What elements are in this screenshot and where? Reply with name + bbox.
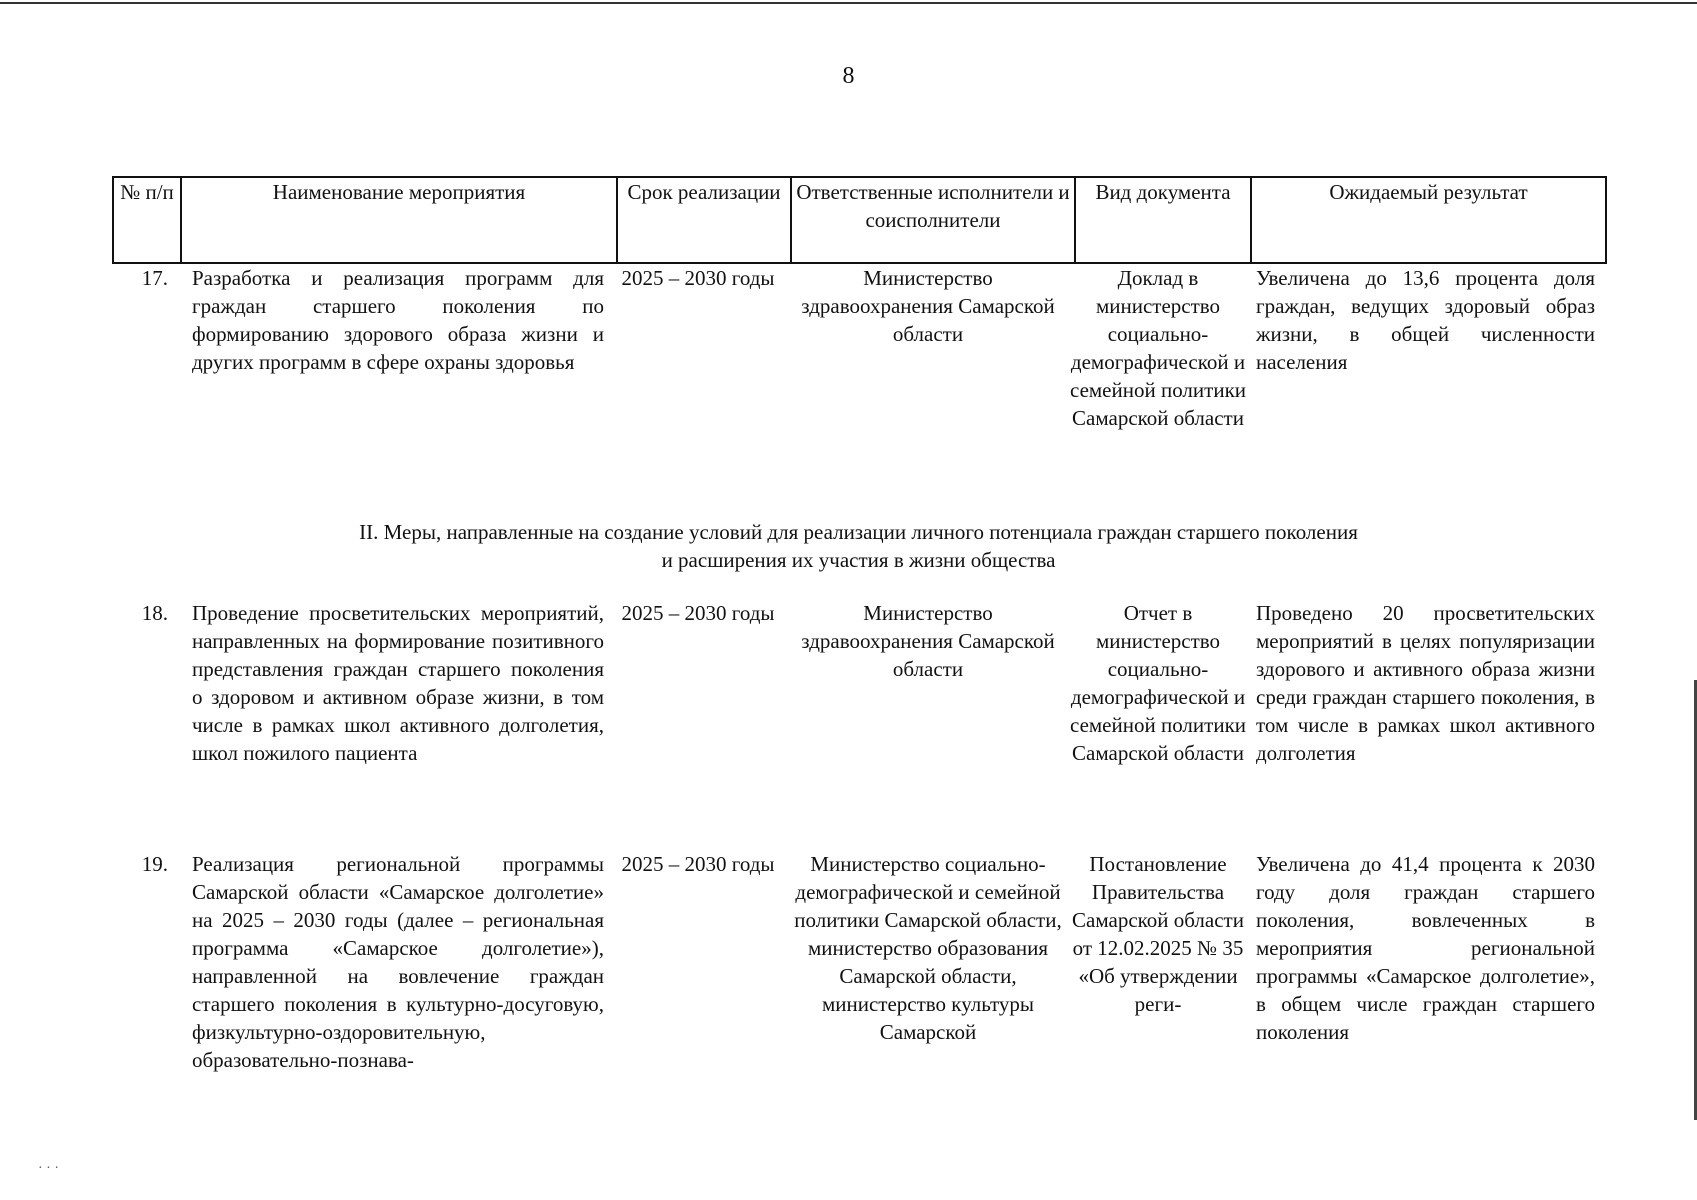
row-event-name: Разработка и реализация программ для граждан старшего поколения по формированию здорового образа жизни и других программ в сфере охраны здоровья <box>192 266 604 374</box>
row-document-type: Доклад в министерство социально-демографической и семейной политики Самарской области <box>1070 266 1247 430</box>
row-document-type: Отчет в министерство социально-демографической и семейной политики Самарской области <box>1070 601 1247 765</box>
row-document-type: Постановление Правительства Самарской области от 12.02.2025 № 35 «Об утверждении реги- <box>1072 852 1244 1016</box>
row-number: 17. <box>141 266 168 290</box>
row-number: 19. <box>141 852 168 876</box>
row-event-name: Проведение просветительских мероприятий, направленных на формирование позитивного представления граждан старшего поколения о здоровом и активном образе жизни, в том числе в рамках школ активного долголетия, школ пожилого пациента <box>192 601 604 765</box>
scan-speck: · · · <box>38 1161 59 1176</box>
top-border-line <box>0 2 1697 4</box>
header-responsible: Ответственные исполнители и соисполнители <box>791 177 1075 263</box>
header-event-name: Наименование мероприятия <box>181 177 617 263</box>
row-term: 2025 – 2030 годы <box>621 852 775 876</box>
section-heading-line2: и расширения их участия в жизни общества <box>661 548 1056 572</box>
header-term: Срок реализации <box>617 177 791 263</box>
row-expected-result: Увеличена до 13,6 процента доля граждан, ведущих здоровый образ жизни, в общей численности населения <box>1256 266 1595 374</box>
row-expected-result: Проведено 20 просветительских мероприятий в целях популяризации здорового и активного образа жизни среди граждан старшего поколения, в том числе в рамках школ активного долголетия <box>1256 601 1595 765</box>
section-heading-line1: II. Меры, направленные на создание условий для реализации личного потенциала граждан старшего поколения <box>359 520 1358 544</box>
section-heading <box>112 518 1605 574</box>
row-responsible: Министерство здравоохранения Самарской области <box>801 601 1055 681</box>
header-document-type: Вид документа <box>1075 177 1251 263</box>
row-number: 18. <box>141 601 168 625</box>
table-row <box>112 850 1605 1150</box>
row-event-name: Реализация региональной программы Самарской области «Самарское долголетие» на 2025 – 2030 годы (далее – региональная программа «Самарское долголетие»), направленной на вовлечение граждан старшего поколения в культурно-досуговую, физкультурно-оздоровительную, образовательно-познава- <box>192 852 604 1072</box>
row-responsible: Министерство социально-демографической и семейной политики Самарской области, министерство образования Самарской области, министерство культуры Самарской <box>794 852 1062 1044</box>
page-number: 8 <box>842 63 855 89</box>
header-expected-result: Ожидаемый результат <box>1251 177 1606 263</box>
row-term: 2025 – 2030 годы <box>621 266 775 290</box>
row-responsible: Министерство здравоохранения Самарской области <box>801 266 1055 346</box>
header-number: № п/п <box>113 177 181 263</box>
row-expected-result: Увеличена до 41,4 процента к 2030 году доля граждан старшего поколения, вовлеченных в мероприятия региональной программы «Самарское долголетие», в общем числе граждан старшего поколения <box>1256 852 1595 1044</box>
table-header <box>112 176 1607 264</box>
row-term: 2025 – 2030 годы <box>621 601 775 625</box>
